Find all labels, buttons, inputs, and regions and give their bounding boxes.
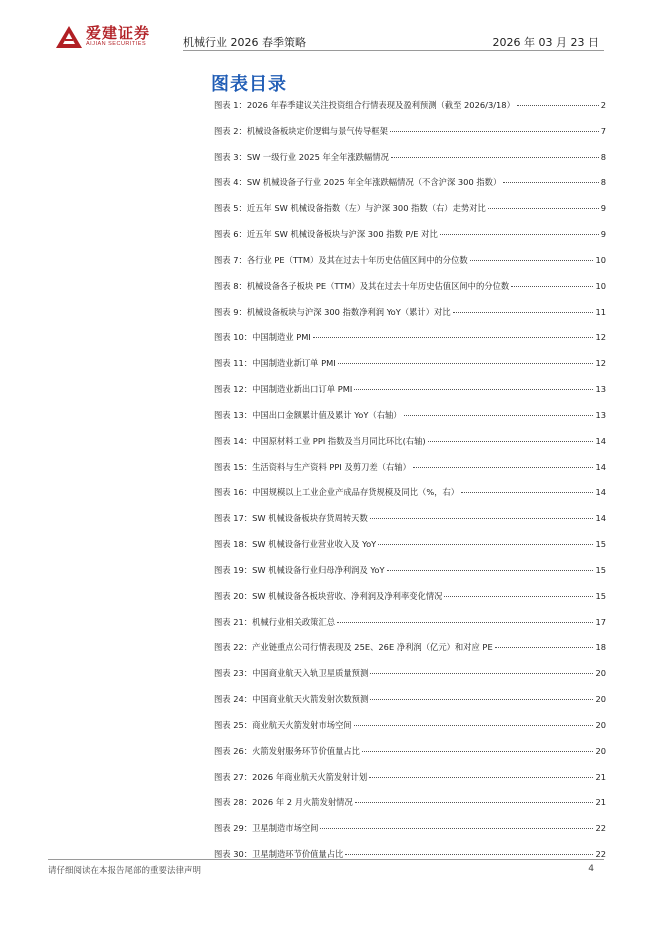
toc-entry[interactable] xyxy=(214,667,606,693)
toc-entry-label: 图表 3： xyxy=(214,151,247,162)
toc-dot-leader xyxy=(354,725,594,726)
toc-entry-text: SW 机械设备子行业 2025 年全年涨跌幅情况（不含沪深 300 指数） xyxy=(246,177,502,188)
logo-name-cn: 爱建证券 xyxy=(86,24,151,43)
toc-entry-title xyxy=(214,719,352,731)
toc-entry-text: 2026 年春季建议关注投资组合行情表现及盈利预测（截至 2026/3/18） xyxy=(246,100,515,110)
toc-entry-label: 图表 18： xyxy=(214,539,253,550)
toc-entry-text: 产业链重点公司行情表现及 25E、26E 净利润（亿元）和对应 PE xyxy=(252,642,493,653)
toc-entry-page: 22 xyxy=(595,823,606,834)
toc-entry-label: 图表 15： xyxy=(214,461,253,472)
toc-entry[interactable] xyxy=(214,486,606,512)
toc-dot-leader xyxy=(354,389,593,390)
toc-dot-leader xyxy=(511,286,593,287)
toc-entry-title xyxy=(214,796,353,808)
toc-dot-leader xyxy=(503,182,598,183)
toc-dot-leader xyxy=(470,260,594,261)
toc-entry-label: 图表 12： xyxy=(214,384,253,395)
toc-entry-label: 图表 25： xyxy=(214,719,253,730)
logo-wordmark xyxy=(86,26,150,48)
toc-entry-text: 机械行业相关政策汇总 xyxy=(252,616,336,627)
toc-entry-title xyxy=(214,125,388,137)
page-header xyxy=(0,0,662,52)
toc-entry-label: 图表 8： xyxy=(214,280,247,291)
toc-entry-text: SW 机械设备行业归母净利润及 YoY xyxy=(252,564,385,575)
toc-entry-title xyxy=(214,822,318,834)
company-logo xyxy=(56,26,150,48)
toc-entry-label: 图表 14： xyxy=(214,435,253,446)
toc-entry-title xyxy=(214,151,389,163)
page-number: 4 xyxy=(588,864,594,874)
toc-entry-title xyxy=(214,254,468,266)
toc-entry-label: 图表 28： xyxy=(214,797,253,808)
toc-dot-leader xyxy=(345,854,593,855)
toc-dot-leader xyxy=(413,467,594,468)
toc-entry-title xyxy=(214,202,486,214)
toc-entry[interactable] xyxy=(214,383,606,409)
toc-dot-leader xyxy=(370,673,593,674)
footer-divider xyxy=(48,859,604,860)
toc-entry-title xyxy=(214,616,335,628)
report-title: 机械行业 2026 春季策略 xyxy=(183,36,306,49)
toc-entry-title xyxy=(214,512,368,524)
toc-entry-page: 18 xyxy=(595,642,606,653)
toc-dot-leader xyxy=(391,157,599,158)
toc-entry-text: 机械设备板块定价逻辑与景气传导框架 xyxy=(246,125,388,136)
toc-entry[interactable] xyxy=(214,151,606,177)
toc-entry-title xyxy=(214,435,426,447)
toc-list xyxy=(214,99,606,874)
toc-dot-leader xyxy=(378,544,593,545)
toc-entry-text: 中国规模以上工业企业产成品存货规模及同比（%，右） xyxy=(252,487,460,498)
toc-entry-text: 中国制造业 PMI xyxy=(252,332,311,343)
toc-entry-label: 图表 6： xyxy=(214,229,247,240)
toc-entry-page: 20 xyxy=(595,668,606,679)
toc-entry[interactable] xyxy=(214,538,606,564)
toc-dot-leader xyxy=(313,337,594,338)
toc-dot-leader xyxy=(370,699,593,700)
toc-entry[interactable] xyxy=(214,202,606,228)
toc-dot-leader xyxy=(387,570,594,571)
toc-entry-page: 9 xyxy=(600,229,606,240)
toc-entry[interactable] xyxy=(214,280,606,306)
logo-mark-icon xyxy=(56,26,82,48)
toc-entry-page: 20 xyxy=(595,694,606,705)
toc-entry-page: 10 xyxy=(595,280,606,291)
toc-entry-label: 图表 11： xyxy=(214,358,253,369)
toc-dot-leader xyxy=(362,751,593,752)
toc-entry-title xyxy=(214,461,411,473)
report-date: 2026 年 03 月 23 日 xyxy=(492,36,599,49)
toc-entry-label: 图表 27： xyxy=(214,771,253,782)
toc-entry[interactable] xyxy=(214,435,606,461)
toc-dot-leader xyxy=(517,105,599,106)
toc-entry[interactable] xyxy=(214,331,606,357)
toc-dot-leader xyxy=(369,777,593,778)
toc-heading: 图表目录 xyxy=(211,74,287,95)
toc-entry-text: 机械设备板块与沪深 300 指数净利润 YoY（累计）对比 xyxy=(246,306,451,317)
toc-entry-text: 2026 年 2 月火箭发射情况 xyxy=(252,797,353,808)
toc-entry-title xyxy=(214,357,336,369)
toc-entry-page: 2 xyxy=(600,100,606,110)
toc-entry[interactable] xyxy=(214,616,606,642)
toc-entry-label: 图表 29： xyxy=(214,823,253,834)
toc-entry-page: 14 xyxy=(595,461,606,472)
toc-entry-title xyxy=(214,590,442,602)
toc-entry-page: 20 xyxy=(595,745,606,756)
toc-entry-page: 12 xyxy=(595,358,606,369)
toc-entry[interactable] xyxy=(214,512,606,538)
toc-entry-page: 14 xyxy=(595,513,606,524)
toc-entry-page: 21 xyxy=(595,797,606,808)
toc-dot-leader xyxy=(461,492,593,493)
toc-entry[interactable] xyxy=(214,719,606,745)
toc-entry[interactable] xyxy=(214,745,606,771)
toc-entry-text: 商业航天火箭发射市场空间 xyxy=(252,719,352,730)
toc-dot-leader xyxy=(390,131,599,132)
toc-entry-label: 图表 16： xyxy=(214,487,253,498)
logo-name-en: AIJIAN SECURITIES xyxy=(86,41,147,48)
toc-entry-page: 20 xyxy=(595,719,606,730)
toc-entry-label: 图表 7： xyxy=(214,254,247,265)
toc-entry-page: 14 xyxy=(595,435,606,446)
toc-entry-page: 21 xyxy=(595,771,606,782)
toc-entry-page: 15 xyxy=(595,564,606,575)
toc-entry-title xyxy=(214,176,501,188)
toc-entry-page: 8 xyxy=(600,151,606,162)
toc-entry-page: 13 xyxy=(595,384,606,395)
toc-entry-page: 22 xyxy=(595,849,606,860)
toc-entry-title xyxy=(214,538,376,550)
toc-entry-label: 图表 17： xyxy=(214,513,253,524)
toc-entry-title xyxy=(214,331,311,343)
toc-entry-title xyxy=(214,228,438,240)
toc-entry-label: 图表 30： xyxy=(214,849,253,860)
toc-dot-leader xyxy=(495,647,594,648)
toc-entry-label: 图表 23： xyxy=(214,668,253,679)
toc-entry[interactable] xyxy=(214,693,606,719)
toc-entry[interactable] xyxy=(214,641,606,667)
toc-entry[interactable] xyxy=(214,848,606,874)
toc-entry-text: 中国制造业新订单 PMI xyxy=(252,358,336,369)
toc-entry-text: SW 机械设备板块存货周转天数 xyxy=(252,513,368,524)
toc-entry-label: 图表 4： xyxy=(214,177,247,188)
toc-dot-leader xyxy=(428,441,594,442)
toc-entry-title xyxy=(214,306,451,318)
toc-dot-leader xyxy=(404,415,594,416)
toc-entry-text: 中国商业航天火箭发射次数预测 xyxy=(252,694,369,705)
toc-entry[interactable] xyxy=(214,99,606,125)
toc-dot-leader xyxy=(440,234,599,235)
toc-entry-label: 图表 26： xyxy=(214,745,253,756)
toc-entry[interactable] xyxy=(214,564,606,590)
toc-entry-title xyxy=(214,564,385,576)
toc-entry-title xyxy=(214,745,360,757)
toc-entry-text: 中国出口金额累计值及累计 YoY（右轴） xyxy=(252,409,402,420)
toc-entry-text: 各行业 PE（TTM）及其在过去十年历史估值区间中的分位数 xyxy=(246,254,468,265)
toc-entry-label: 图表 2： xyxy=(214,125,247,136)
header-divider xyxy=(183,50,604,51)
toc-entry-label: 图表 9： xyxy=(214,306,247,317)
toc-entry-text: 近五年 SW 机械设备指数（左）与沪深 300 指数（右）走势对比 xyxy=(246,203,486,214)
toc-entry-page: 12 xyxy=(595,332,606,343)
toc-entry-text: 2026 年商业航天火箭发射计划 xyxy=(252,771,368,782)
toc-entry-title xyxy=(214,99,515,111)
toc-dot-leader xyxy=(444,596,593,597)
toc-entry-label: 图表 10： xyxy=(214,332,253,343)
toc-entry-text: 中国商业航天入轨卫星质量预测 xyxy=(252,668,369,679)
toc-entry-page: 17 xyxy=(595,616,606,627)
toc-entry-page: 9 xyxy=(600,203,606,214)
toc-entry[interactable] xyxy=(214,125,606,151)
toc-entry[interactable] xyxy=(214,822,606,848)
toc-entry-page: 15 xyxy=(595,539,606,550)
toc-dot-leader xyxy=(355,802,594,803)
toc-entry-text: 中国原材料工业 PPI 指数及当月同比环比(右轴) xyxy=(252,435,426,446)
toc-entry-text: SW 机械设备行业营业收入及 YoY xyxy=(252,539,377,550)
toc-entry-page: 7 xyxy=(600,125,606,136)
toc-dot-leader xyxy=(453,312,594,313)
toc-entry-title xyxy=(214,409,402,421)
footer-disclaimer: 请仔细阅读在本报告尾部的重要法律声明 xyxy=(48,866,202,876)
toc-entry[interactable] xyxy=(214,590,606,616)
toc-entry-label: 图表 21： xyxy=(214,616,253,627)
toc-entry-text: 卫星制造市场空间 xyxy=(252,823,319,834)
toc-entry-text: 火箭发射服务环节价值量占比 xyxy=(252,745,360,756)
toc-entry-page: 11 xyxy=(595,306,606,317)
toc-entry-title xyxy=(214,693,368,705)
toc-entry-label: 图表 13： xyxy=(214,409,253,420)
toc-dot-leader xyxy=(338,363,594,364)
toc-entry-text: SW 机械设备各板块营收、净利润及净利率变化情况 xyxy=(252,590,443,601)
toc-entry-text: 生活资料与生产资料 PPI 及剪刀差（右轴） xyxy=(252,461,411,472)
toc-entry-label: 图表 24： xyxy=(214,694,253,705)
toc-entry-page: 13 xyxy=(595,409,606,420)
toc-entry[interactable] xyxy=(214,254,606,280)
toc-dot-leader xyxy=(488,208,599,209)
toc-entry-page: 14 xyxy=(595,487,606,498)
toc-entry-text: 近五年 SW 机械设备板块与沪深 300 指数 P/E 对比 xyxy=(246,229,438,240)
toc-entry[interactable] xyxy=(214,796,606,822)
toc-entry-page: 15 xyxy=(595,590,606,601)
toc-entry-title xyxy=(214,667,368,679)
toc-entry-page: 8 xyxy=(600,177,606,188)
toc-entry-title xyxy=(214,771,367,783)
toc-entry-text: 卫星制造环节价值量占比 xyxy=(252,849,344,860)
toc-entry-label: 图表 5： xyxy=(214,203,247,214)
toc-entry-text: 机械设备各子板块 PE（TTM）及其在过去十年历史估值区间中的分位数 xyxy=(246,280,510,291)
toc-entry[interactable] xyxy=(214,357,606,383)
toc-entry-text: SW 一级行业 2025 年全年涨跌幅情况 xyxy=(246,151,389,162)
toc-entry-label: 图表 19： xyxy=(214,564,253,575)
toc-entry-title xyxy=(214,641,493,653)
toc-entry[interactable] xyxy=(214,461,606,487)
toc-entry-label: 图表 1： xyxy=(214,100,247,110)
toc-dot-leader xyxy=(337,622,593,623)
toc-dot-leader xyxy=(320,828,593,829)
toc-entry-label: 图表 22： xyxy=(214,642,253,653)
toc-entry-text: 中国制造业新出口订单 PMI xyxy=(252,384,353,395)
toc-entry[interactable] xyxy=(214,409,606,435)
toc-entry-page: 10 xyxy=(595,254,606,265)
toc-entry-title xyxy=(214,280,509,292)
toc-entry[interactable] xyxy=(214,228,606,254)
toc-entry-title xyxy=(214,486,459,498)
toc-dot-leader xyxy=(370,518,594,519)
toc-entry-label: 图表 20： xyxy=(214,590,253,601)
toc-entry[interactable] xyxy=(214,176,606,202)
toc-entry[interactable] xyxy=(214,306,606,332)
toc-entry-title xyxy=(214,383,352,395)
toc-entry[interactable] xyxy=(214,771,606,797)
